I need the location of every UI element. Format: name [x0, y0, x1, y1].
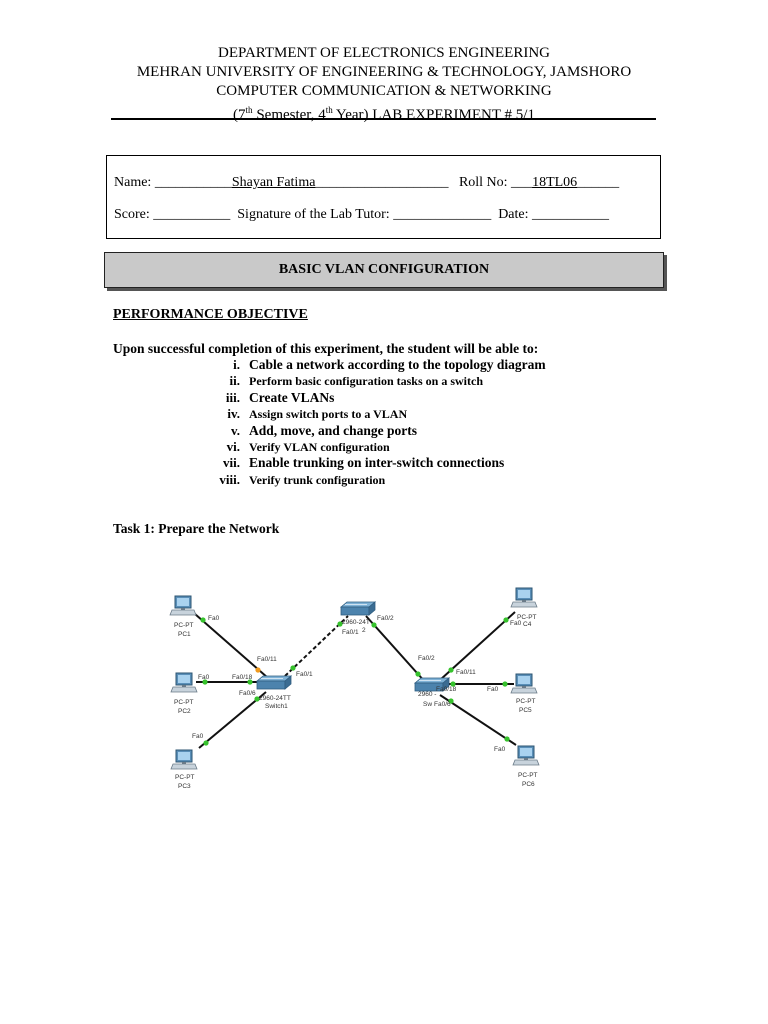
list-item: iii. Create VLANs	[225, 389, 335, 405]
objectives-list	[195, 357, 615, 488]
list-item: viii. Verify trunk configuration	[219, 471, 386, 487]
pc1-name-label: PC1	[178, 631, 191, 638]
pc2-type-label: PC-PT	[174, 699, 194, 706]
list-item: ii. Perform basic configuration tasks on a switch	[229, 373, 483, 389]
header-rule	[111, 118, 656, 120]
switch1-switch-icon	[257, 676, 291, 689]
port-label: Fa0/1	[342, 629, 359, 636]
port-label: Fa0/2	[377, 615, 394, 622]
pc4-type-label: PC-PT	[517, 614, 537, 621]
document-header	[0, 44, 768, 123]
pc5-type-label: PC-PT	[516, 698, 536, 705]
pc4-computer-icon	[511, 588, 537, 607]
link-switch1-topswitch	[285, 616, 348, 676]
pc5-computer-icon	[511, 674, 537, 693]
university-line: MEHRAN UNIVERSITY OF ENGINEERING & TECHNOLOGY, JAMSHORO	[136, 64, 632, 80]
port-label: Fa0	[192, 733, 204, 740]
right-switch-name-label: Sw	[423, 701, 433, 708]
list-item: i. Cable a network according to the topology diagram	[233, 357, 546, 372]
roll-number: 18TL06	[532, 175, 578, 190]
pc3-type-label: PC-PT	[175, 774, 195, 781]
name-roll-row: Name: ___________Shayan Fatima___________________ Roll No: ___18TL06______	[114, 175, 620, 190]
port-label: Fa0/6	[239, 690, 256, 697]
link-topswitch-switchright	[366, 616, 426, 683]
port-label: Fa0	[487, 686, 499, 693]
pc3-computer-icon	[171, 750, 197, 769]
list-item: vi. Verify VLAN configuration	[226, 438, 390, 454]
right-switch-model-label: 2960 -	[418, 691, 437, 698]
port-label: Fa0	[510, 620, 522, 627]
pc6-type-label: PC-PT	[518, 772, 538, 779]
link-pc1-switch1	[195, 614, 268, 678]
course-line: COMPUTER COMMUNICATION & NETWORKING	[216, 83, 552, 99]
task-heading: Task 1: Prepare the Network	[113, 521, 280, 536]
port-label: Fa0	[198, 674, 210, 681]
experiment-title: BASIC VLAN CONFIGURATION	[104, 252, 664, 288]
port-label: Fa0/2	[418, 655, 435, 662]
pc3-name-label: PC3	[178, 783, 191, 790]
switch1-model-label: 2960-24TT	[259, 695, 291, 702]
pc1-computer-icon	[170, 596, 196, 615]
top-switch-model-label: 2960-24T	[342, 619, 370, 626]
pc6-name-label: PC6	[522, 781, 535, 788]
link-pc6-switchright	[440, 695, 516, 745]
score-signature-row: Score: ___________ Signature of the Lab Tutor: ______________ Date: ___________	[114, 207, 610, 222]
port-label: 2	[362, 627, 366, 634]
network-topology-diagram	[150, 570, 570, 800]
port-label: Fa0/6	[434, 701, 451, 708]
port-label: Fa0/1	[296, 671, 313, 678]
list-item: v. Add, move, and change ports	[230, 422, 418, 438]
port-label: Fa0/18	[232, 674, 253, 681]
port-label: Fa0/11	[257, 656, 277, 663]
pc5-name-label: PC5	[519, 707, 532, 714]
section-heading: PERFORMANCE OBJECTIVE	[113, 307, 308, 322]
department-line: DEPARTMENT OF ELECTRONICS ENGINEERING	[217, 45, 551, 61]
port-label: Fa0	[208, 615, 220, 622]
pc2-name-label: PC2	[178, 708, 191, 715]
port-label: Fa0	[494, 746, 506, 753]
link-pc3-switch1	[199, 692, 266, 748]
pc2-computer-icon	[171, 673, 197, 692]
semester-line: (7th Semester, 4th Year) LAB EXPERIMENT # 5/1	[233, 105, 535, 123]
top-switch-icon	[341, 602, 375, 615]
port-label: Fa0/11	[456, 669, 476, 676]
student-info-box	[106, 155, 661, 239]
pc6-computer-icon	[513, 746, 539, 765]
list-item: iv. Assign switch ports to a VLAN	[227, 406, 408, 422]
objectives-intro: Upon successful completion of this experiment, the student will be able to:	[113, 341, 539, 356]
link-pc4-switchright	[440, 612, 515, 680]
list-item: vii. Enable trunking on inter-switch connections	[223, 455, 505, 471]
switch1-name-label: Switch1	[265, 703, 288, 710]
port-label: Fa0/18	[436, 686, 457, 693]
pc1-type-label: PC-PT	[174, 622, 194, 629]
pc4-name-label: C4	[523, 621, 532, 628]
student-name: Shayan Fatima	[231, 175, 316, 190]
